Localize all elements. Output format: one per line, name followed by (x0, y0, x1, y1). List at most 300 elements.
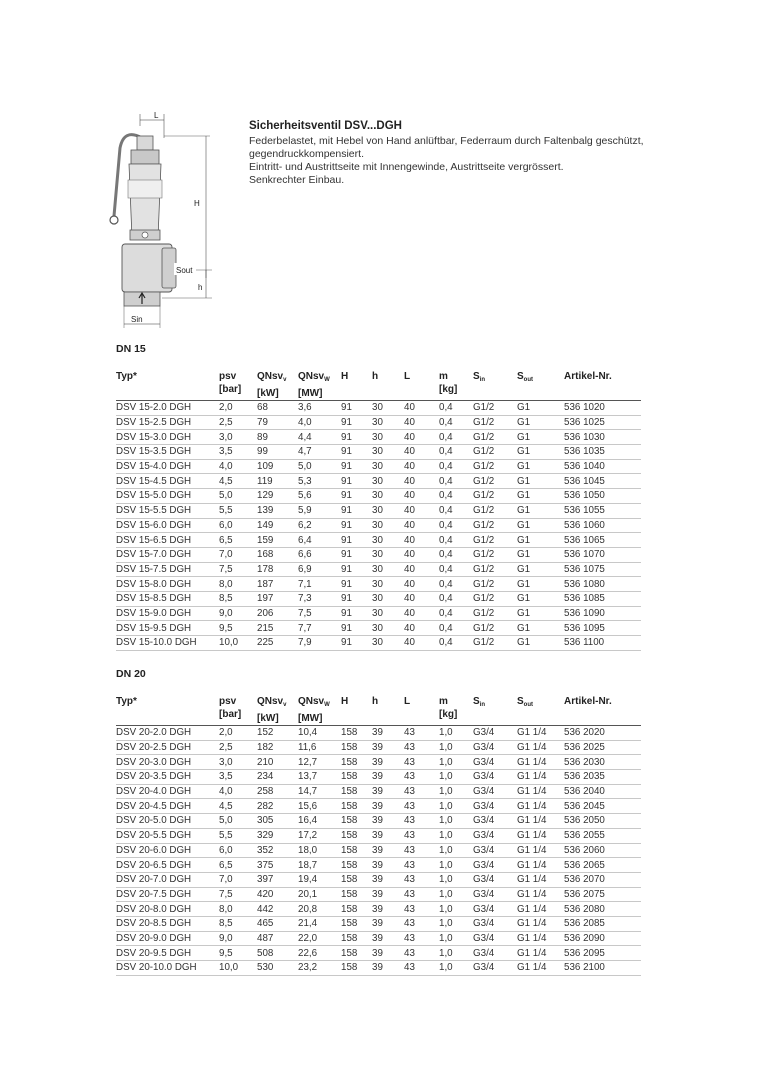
cell-qnsv-v: 442 (257, 902, 298, 917)
cell-h: 30 (372, 547, 404, 562)
cell-H: 91 (341, 621, 372, 636)
cell-s-out: G1 1/4 (517, 726, 564, 741)
cell-typ: DSV 20-4.5 DGH (116, 799, 219, 814)
cell-s-in: G3/4 (473, 843, 517, 858)
cell-m: 0,4 (439, 489, 473, 504)
cell-H: 158 (341, 814, 372, 829)
cell-s-in: G3/4 (473, 828, 517, 843)
cell-qnsv-w: 15,6 (298, 799, 341, 814)
cell-h: 39 (372, 740, 404, 755)
column-header-subscript: in (479, 377, 486, 383)
cell-qnsv-v: 152 (257, 726, 298, 741)
cell-psv: 6,5 (219, 533, 257, 548)
cell-s-in: G3/4 (473, 961, 517, 976)
cell-L: 40 (404, 518, 439, 533)
dim-H-label: H (194, 199, 200, 208)
cell-m: 1,0 (439, 931, 473, 946)
cell-qnsv-v: 79 (257, 415, 298, 430)
product-description (249, 120, 669, 187)
cell-qnsv-w: 6,2 (298, 518, 341, 533)
cell-qnsv-v: 159 (257, 533, 298, 548)
cell-psv: 2,5 (219, 740, 257, 755)
cell-m: 0,4 (439, 401, 473, 416)
cell-qnsv-v: 282 (257, 799, 298, 814)
cell-qnsv-v: 258 (257, 784, 298, 799)
cell-psv: 8,5 (219, 591, 257, 606)
cell-h: 30 (372, 474, 404, 489)
dim-L-label: L (154, 111, 159, 120)
cell-H: 91 (341, 445, 372, 460)
cell-typ: DSV 15-5.5 DGH (116, 503, 219, 518)
cell-m: 1,0 (439, 902, 473, 917)
cell-L: 40 (404, 636, 439, 651)
table-row (116, 726, 641, 741)
cell-s-out: G1 1/4 (517, 784, 564, 799)
cell-s-out: G1 1/4 (517, 843, 564, 858)
cell-H: 158 (341, 755, 372, 770)
cell-H: 158 (341, 961, 372, 976)
cell-art: 536 1055 (564, 503, 641, 518)
spec-table-dn20 (116, 695, 641, 976)
cell-s-out: G1 (517, 533, 564, 548)
column-header-qnsv-v (257, 370, 298, 401)
cell-h: 30 (372, 459, 404, 474)
column-header-unit: [kW] (257, 713, 279, 724)
cell-typ: DSV 20-9.0 DGH (116, 931, 219, 946)
cell-art: 536 2070 (564, 872, 641, 887)
cell-s-in: G3/4 (473, 755, 517, 770)
cell-qnsv-v: 215 (257, 621, 298, 636)
cell-qnsv-w: 21,4 (298, 916, 341, 931)
cell-art: 536 1025 (564, 415, 641, 430)
column-header-subscript: v (283, 377, 287, 383)
cell-L: 43 (404, 931, 439, 946)
cell-qnsv-v: 187 (257, 577, 298, 592)
column-header-s-out (517, 695, 564, 726)
cell-m: 1,0 (439, 784, 473, 799)
table-row (116, 872, 641, 887)
column-header-subscript: out (523, 377, 533, 383)
table-row (116, 961, 641, 976)
cell-h: 39 (372, 726, 404, 741)
table-row (116, 474, 641, 489)
cell-H: 91 (341, 401, 372, 416)
cell-qnsv-v: 168 (257, 547, 298, 562)
section-label-dn20: DN 20 (116, 668, 146, 680)
column-header-text: m (439, 371, 448, 382)
cell-h: 39 (372, 902, 404, 917)
cell-s-out: G1 1/4 (517, 755, 564, 770)
cell-s-out: G1 (517, 503, 564, 518)
cell-L: 43 (404, 740, 439, 755)
cell-qnsv-v: 149 (257, 518, 298, 533)
cell-art: 536 1045 (564, 474, 641, 489)
cell-qnsv-w: 4,4 (298, 430, 341, 445)
cell-H: 158 (341, 726, 372, 741)
cell-qnsv-w: 5,9 (298, 503, 341, 518)
cell-typ: DSV 15-4.0 DGH (116, 459, 219, 474)
cell-psv: 8,5 (219, 916, 257, 931)
table-row (116, 415, 641, 430)
cell-L: 40 (404, 606, 439, 621)
cell-qnsv-v: 109 (257, 459, 298, 474)
table-row (116, 503, 641, 518)
cell-typ: DSV 15-2.0 DGH (116, 401, 219, 416)
cell-h: 39 (372, 799, 404, 814)
cell-qnsv-w: 4,7 (298, 445, 341, 460)
cell-H: 158 (341, 946, 372, 961)
cell-H: 91 (341, 577, 372, 592)
cell-psv: 4,0 (219, 459, 257, 474)
cell-qnsv-w: 16,4 (298, 814, 341, 829)
cell-typ: DSV 20-9.5 DGH (116, 946, 219, 961)
cell-qnsv-v: 420 (257, 887, 298, 902)
cell-psv: 7,5 (219, 887, 257, 902)
column-header-text: QNsv (298, 371, 325, 382)
cell-psv: 5,5 (219, 503, 257, 518)
cell-qnsv-v: 182 (257, 740, 298, 755)
column-header-typ: Typ* (116, 696, 137, 707)
cell-h: 39 (372, 931, 404, 946)
cell-h: 39 (372, 828, 404, 843)
table-row (116, 931, 641, 946)
table-row (116, 843, 641, 858)
column-header-L: L (404, 371, 411, 382)
cell-s-in: G3/4 (473, 931, 517, 946)
cell-H: 91 (341, 518, 372, 533)
cell-h: 30 (372, 489, 404, 504)
cell-qnsv-v: 99 (257, 445, 298, 460)
cell-H: 158 (341, 872, 372, 887)
cell-m: 0,4 (439, 474, 473, 489)
cell-art: 536 2085 (564, 916, 641, 931)
cell-m: 0,4 (439, 591, 473, 606)
cell-qnsv-v: 329 (257, 828, 298, 843)
cell-L: 40 (404, 430, 439, 445)
cell-typ: DSV 20-2.0 DGH (116, 726, 219, 741)
cell-s-out: G1 (517, 591, 564, 606)
description-line: Federbelastet, mit Hebel von Hand anlüftbar, Federraum durch Faltenbalg geschützt, (249, 135, 644, 147)
column-header-H: H (341, 696, 349, 707)
cell-qnsv-w: 6,4 (298, 533, 341, 548)
column-header-subscript: out (523, 702, 533, 708)
cell-typ: DSV 15-3.5 DGH (116, 445, 219, 460)
cell-m: 1,0 (439, 843, 473, 858)
dim-h-label: h (198, 283, 203, 292)
column-header-text: S (473, 696, 480, 707)
cell-qnsv-w: 7,7 (298, 621, 341, 636)
cell-L: 43 (404, 799, 439, 814)
description-line: gegendruckkompensiert. (249, 148, 364, 160)
cell-s-in: G3/4 (473, 799, 517, 814)
cell-s-in: G1/2 (473, 621, 517, 636)
column-header-h: h (372, 371, 379, 382)
cell-h: 39 (372, 814, 404, 829)
cell-qnsv-v: 139 (257, 503, 298, 518)
column-header-s-out (517, 370, 564, 401)
cell-s-out: G1 1/4 (517, 858, 564, 873)
cell-psv: 5,0 (219, 489, 257, 504)
cell-H: 91 (341, 636, 372, 651)
cell-s-out: G1 1/4 (517, 946, 564, 961)
table-header-row (116, 695, 641, 726)
cell-art: 536 1095 (564, 621, 641, 636)
table-row (116, 533, 641, 548)
cell-m: 1,0 (439, 740, 473, 755)
description-line: Eintritt- und Austrittseite mit Innengewinde, Austrittseite vergrössert. (249, 161, 564, 173)
cell-L: 40 (404, 401, 439, 416)
cell-qnsv-w: 20,1 (298, 887, 341, 902)
cell-s-in: G3/4 (473, 770, 517, 785)
cell-m: 0,4 (439, 459, 473, 474)
cell-psv: 9,5 (219, 946, 257, 961)
column-header-unit: [MW] (298, 388, 323, 399)
cell-qnsv-v: 375 (257, 858, 298, 873)
cell-h: 30 (372, 591, 404, 606)
cell-art: 536 1100 (564, 636, 641, 651)
cell-typ: DSV 20-3.5 DGH (116, 770, 219, 785)
column-header-qnsv-v (257, 695, 298, 726)
column-header-unit: [kg] (439, 384, 458, 395)
dim-sin-label: Sin (131, 315, 143, 324)
cell-qnsv-v: 397 (257, 872, 298, 887)
cell-h: 30 (372, 445, 404, 460)
cell-art: 536 2030 (564, 755, 641, 770)
cell-h: 39 (372, 770, 404, 785)
cell-m: 0,4 (439, 577, 473, 592)
cell-art: 536 2045 (564, 799, 641, 814)
table-row (116, 401, 641, 416)
cell-L: 43 (404, 916, 439, 931)
cell-L: 43 (404, 784, 439, 799)
column-header-m (439, 695, 473, 726)
table-row (116, 562, 641, 577)
table-row (116, 902, 641, 917)
cell-L: 43 (404, 770, 439, 785)
column-header-H: H (341, 371, 349, 382)
cell-H: 91 (341, 591, 372, 606)
cell-qnsv-w: 7,5 (298, 606, 341, 621)
cell-psv: 10,0 (219, 636, 257, 651)
cell-qnsv-w: 7,9 (298, 636, 341, 651)
cell-typ: DSV 15-3.0 DGH (116, 430, 219, 445)
column-header-unit: [kW] (257, 388, 279, 399)
cell-s-out: G1 (517, 415, 564, 430)
table-row (116, 430, 641, 445)
section-label-dn15: DN 15 (116, 343, 146, 355)
cell-qnsv-v: 210 (257, 755, 298, 770)
cell-s-in: G3/4 (473, 946, 517, 961)
cell-psv: 6,0 (219, 518, 257, 533)
cell-qnsv-v: 305 (257, 814, 298, 829)
column-header-m (439, 370, 473, 401)
cell-qnsv-v: 129 (257, 489, 298, 504)
cell-H: 158 (341, 887, 372, 902)
cell-L: 40 (404, 577, 439, 592)
cell-s-in: G3/4 (473, 726, 517, 741)
cell-s-in: G3/4 (473, 740, 517, 755)
cell-s-out: G1 (517, 636, 564, 651)
cell-psv: 3,0 (219, 755, 257, 770)
cell-psv: 9,0 (219, 931, 257, 946)
cell-h: 39 (372, 784, 404, 799)
cell-typ: DSV 15-9.5 DGH (116, 621, 219, 636)
column-header-unit: [kg] (439, 709, 458, 720)
cell-H: 91 (341, 459, 372, 474)
cell-s-out: G1 1/4 (517, 902, 564, 917)
cell-H: 158 (341, 902, 372, 917)
cell-qnsv-w: 22,6 (298, 946, 341, 961)
cell-H: 91 (341, 474, 372, 489)
cell-psv: 2,5 (219, 415, 257, 430)
table-row (116, 799, 641, 814)
table-row (116, 518, 641, 533)
cell-s-in: G1/2 (473, 562, 517, 577)
cell-typ: DSV 20-8.0 DGH (116, 902, 219, 917)
column-header-text: QNsv (257, 696, 284, 707)
cell-m: 0,4 (439, 445, 473, 460)
cell-L: 40 (404, 503, 439, 518)
cell-m: 0,4 (439, 430, 473, 445)
cell-h: 39 (372, 843, 404, 858)
column-header-text: S (473, 371, 480, 382)
cell-qnsv-v: 68 (257, 401, 298, 416)
cell-typ: DSV 20-3.0 DGH (116, 755, 219, 770)
cell-m: 1,0 (439, 814, 473, 829)
cell-s-in: G1/2 (473, 401, 517, 416)
cell-L: 43 (404, 814, 439, 829)
cell-art: 536 2060 (564, 843, 641, 858)
cell-qnsv-w: 12,7 (298, 755, 341, 770)
cell-h: 30 (372, 562, 404, 577)
column-header-qnsv-w (298, 695, 341, 726)
cell-art: 536 1065 (564, 533, 641, 548)
cell-s-in: G1/2 (473, 533, 517, 548)
cell-h: 30 (372, 621, 404, 636)
cell-h: 39 (372, 755, 404, 770)
cell-qnsv-v: 197 (257, 591, 298, 606)
cell-qnsv-v: 487 (257, 931, 298, 946)
cell-s-out: G1 (517, 401, 564, 416)
cell-art: 536 1040 (564, 459, 641, 474)
cell-psv: 8,0 (219, 902, 257, 917)
cell-qnsv-v: 352 (257, 843, 298, 858)
cell-s-out: G1 (517, 606, 564, 621)
cell-typ: DSV 15-8.5 DGH (116, 591, 219, 606)
cell-s-in: G3/4 (473, 887, 517, 902)
cell-art: 536 1080 (564, 577, 641, 592)
cell-H: 91 (341, 489, 372, 504)
cell-typ: DSV 20-8.5 DGH (116, 916, 219, 931)
table-row (116, 887, 641, 902)
table-row (116, 547, 641, 562)
column-header-text: QNsv (257, 371, 284, 382)
table-row (116, 770, 641, 785)
table-row (116, 459, 641, 474)
cell-s-out: G1 (517, 518, 564, 533)
cell-L: 40 (404, 533, 439, 548)
cell-h: 39 (372, 887, 404, 902)
cell-art: 536 2075 (564, 887, 641, 902)
cell-h: 39 (372, 961, 404, 976)
cell-h: 30 (372, 636, 404, 651)
cell-qnsv-w: 7,3 (298, 591, 341, 606)
cell-s-in: G1/2 (473, 489, 517, 504)
cell-qnsv-w: 3,6 (298, 401, 341, 416)
cell-m: 1,0 (439, 946, 473, 961)
cell-qnsv-v: 234 (257, 770, 298, 785)
cell-L: 40 (404, 621, 439, 636)
cell-s-in: G1/2 (473, 430, 517, 445)
cell-qnsv-v: 178 (257, 562, 298, 577)
cell-s-in: G1/2 (473, 518, 517, 533)
cell-H: 91 (341, 503, 372, 518)
cell-m: 1,0 (439, 799, 473, 814)
cell-art: 536 2095 (564, 946, 641, 961)
column-header-art: Artikel-Nr. (564, 696, 612, 707)
cell-psv: 7,0 (219, 872, 257, 887)
column-header-typ: Typ* (116, 371, 137, 382)
cell-s-out: G1 (517, 459, 564, 474)
table-header-row (116, 370, 641, 401)
cell-typ: DSV 20-5.5 DGH (116, 828, 219, 843)
column-header-psv (219, 695, 257, 726)
cell-art: 536 2090 (564, 931, 641, 946)
dim-sout-label: Sout (176, 266, 193, 275)
cell-typ: DSV 15-7.5 DGH (116, 562, 219, 577)
table-row (116, 621, 641, 636)
cell-art: 536 1090 (564, 606, 641, 621)
cell-m: 1,0 (439, 872, 473, 887)
column-header-s-in (473, 370, 517, 401)
cell-typ: DSV 20-4.0 DGH (116, 784, 219, 799)
cell-art: 536 1020 (564, 401, 641, 416)
cell-s-out: G1 (517, 474, 564, 489)
cell-art: 536 2020 (564, 726, 641, 741)
table-row (116, 445, 641, 460)
cell-L: 40 (404, 489, 439, 504)
cell-typ: DSV 20-6.0 DGH (116, 843, 219, 858)
cell-typ: DSV 15-8.0 DGH (116, 577, 219, 592)
cell-typ: DSV 20-6.5 DGH (116, 858, 219, 873)
cell-h: 39 (372, 858, 404, 873)
cell-psv: 8,0 (219, 577, 257, 592)
column-header-text: S (517, 696, 524, 707)
cell-L: 43 (404, 946, 439, 961)
cell-H: 158 (341, 916, 372, 931)
cell-h: 30 (372, 503, 404, 518)
cell-art: 536 2025 (564, 740, 641, 755)
cell-L: 40 (404, 474, 439, 489)
cell-h: 30 (372, 415, 404, 430)
cell-m: 0,4 (439, 415, 473, 430)
cell-m: 0,4 (439, 533, 473, 548)
cell-s-in: G3/4 (473, 872, 517, 887)
cell-qnsv-v: 89 (257, 430, 298, 445)
cell-s-out: G1 1/4 (517, 740, 564, 755)
table-row (116, 636, 641, 651)
cell-psv: 9,0 (219, 606, 257, 621)
cell-H: 158 (341, 828, 372, 843)
cell-s-in: G3/4 (473, 902, 517, 917)
table-row (116, 916, 641, 931)
cell-art: 536 2080 (564, 902, 641, 917)
cell-s-in: G1/2 (473, 445, 517, 460)
cell-m: 0,4 (439, 518, 473, 533)
cell-s-in: G3/4 (473, 814, 517, 829)
cell-typ: DSV 20-7.5 DGH (116, 887, 219, 902)
column-header-art: Artikel-Nr. (564, 371, 612, 382)
